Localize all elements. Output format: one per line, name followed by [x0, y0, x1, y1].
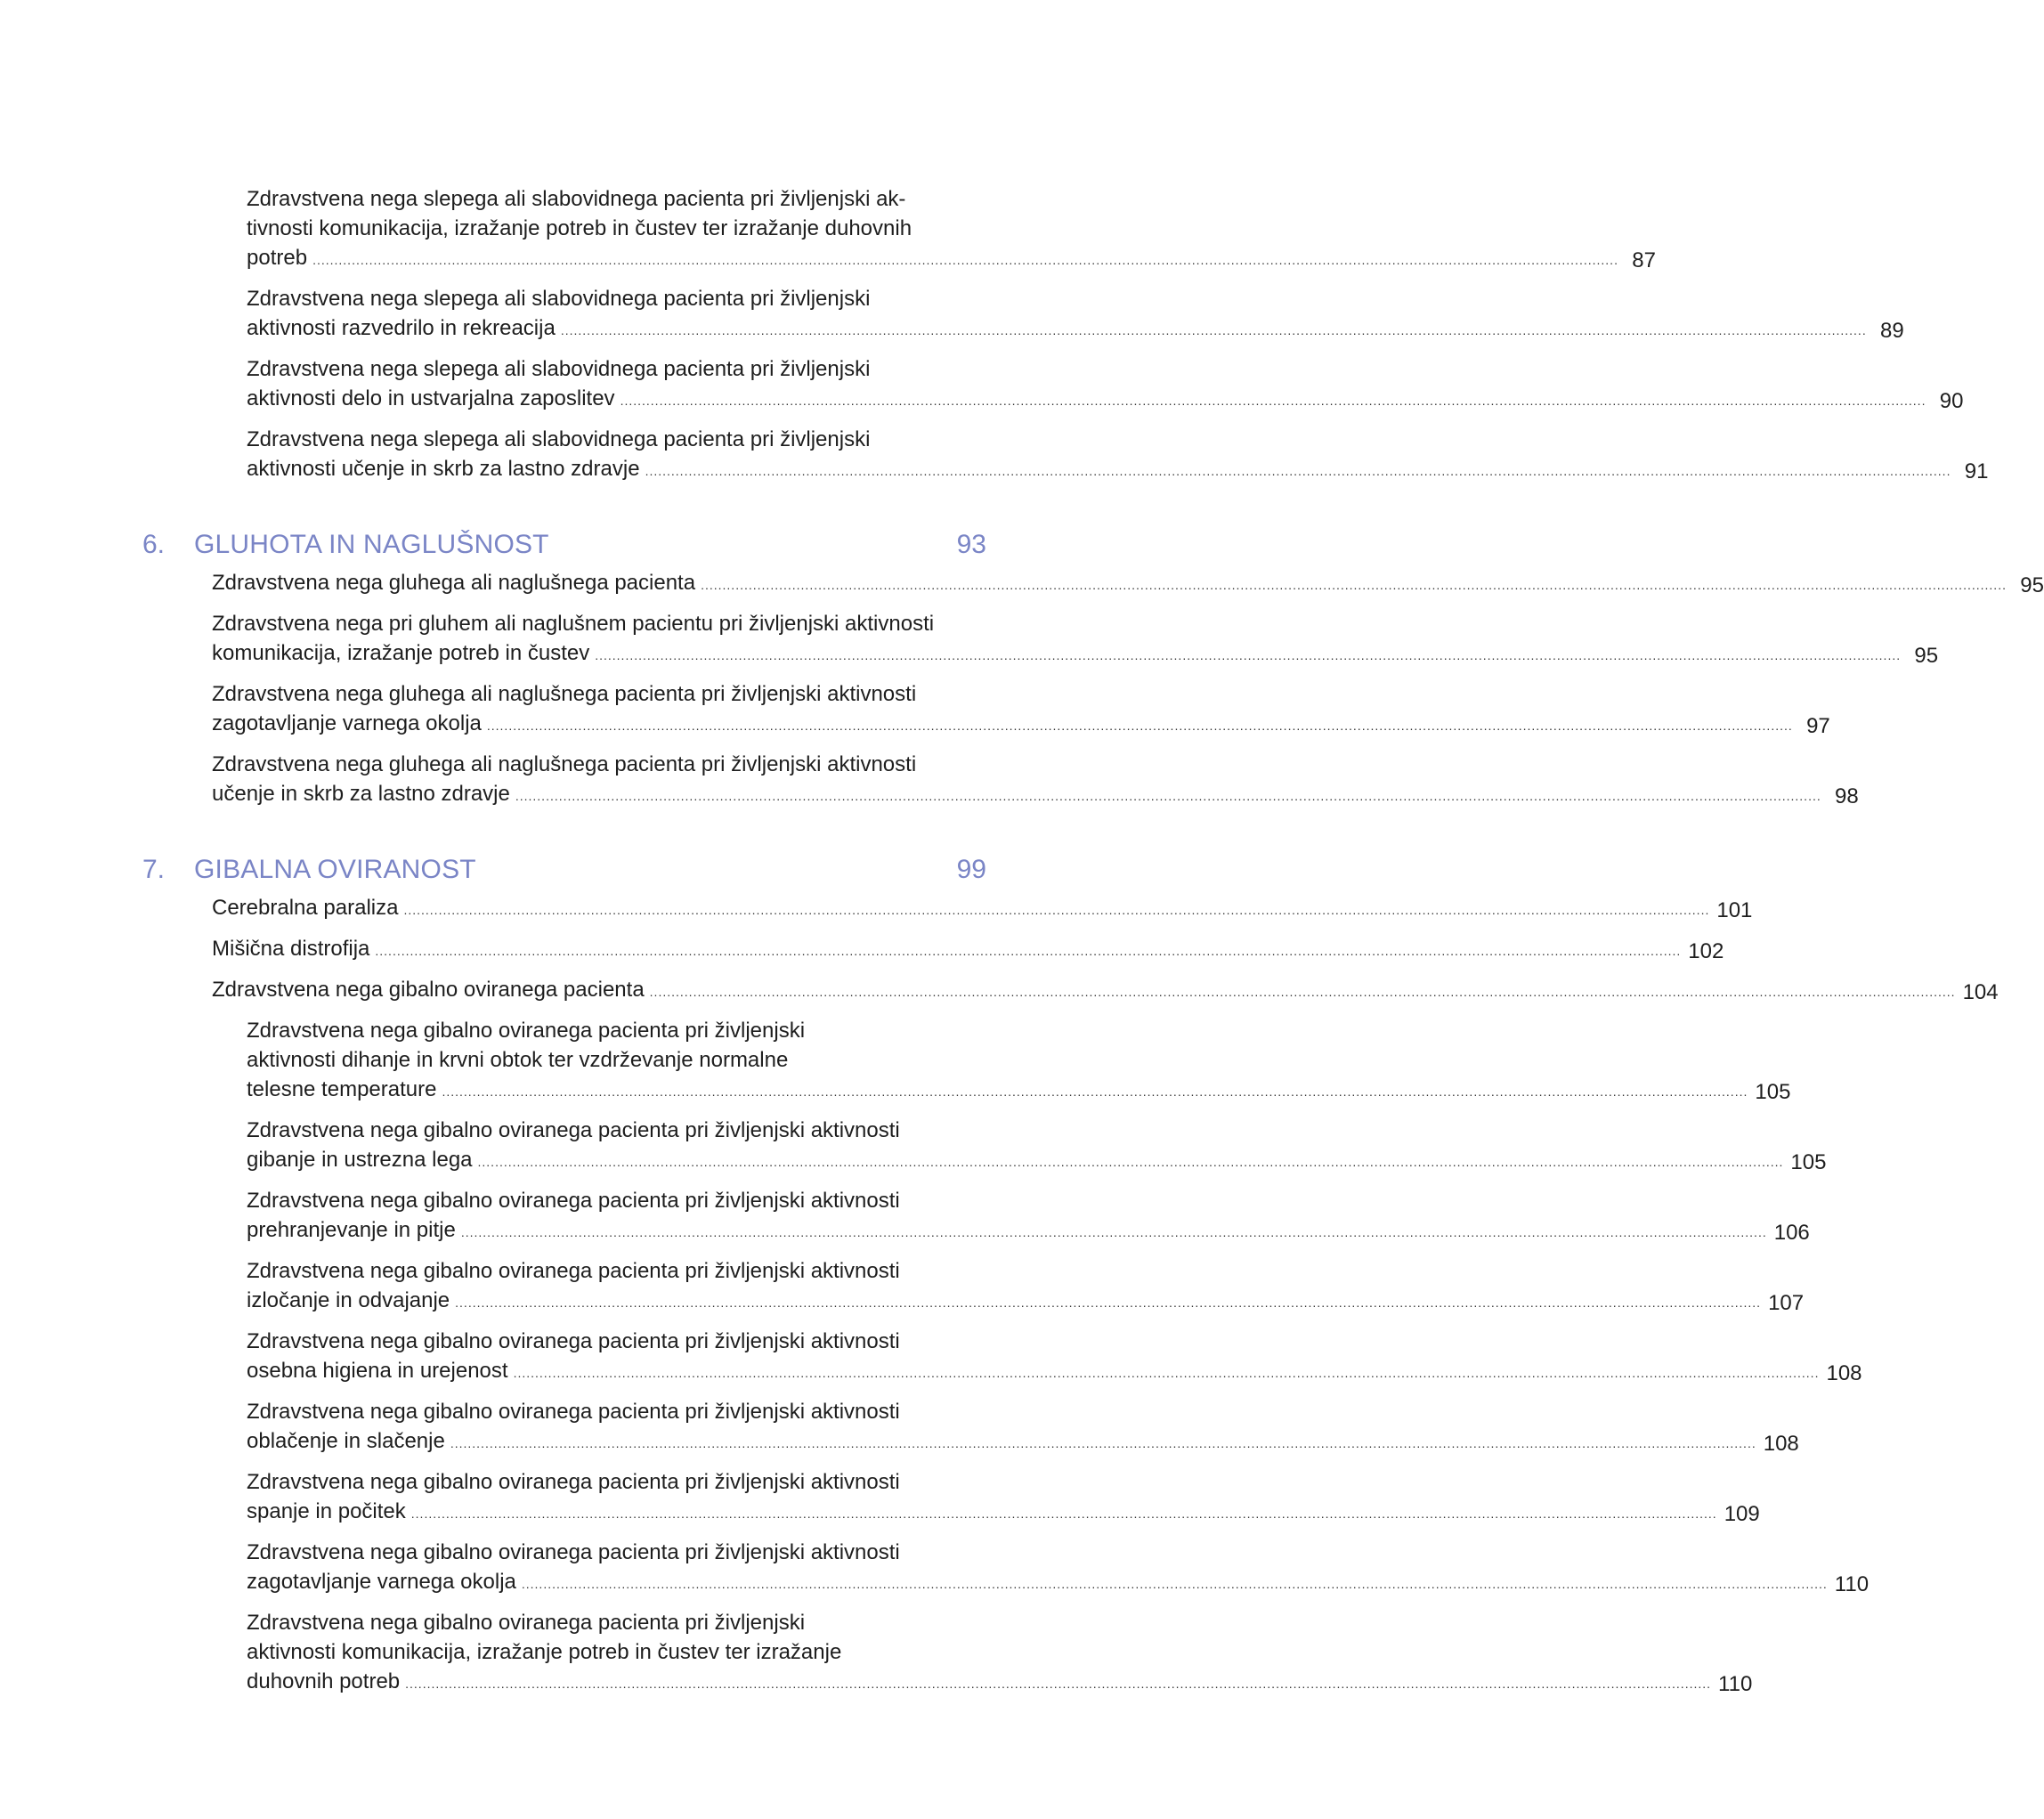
toc-entry[interactable]	[142, 184, 1656, 275]
toc-entry-line: Zdravstvena nega gibalno oviranega pacienta	[212, 978, 645, 1002]
toc-page-number: 108	[1826, 1361, 1862, 1385]
toc-entry[interactable]	[142, 354, 1964, 416]
toc-entry-text	[212, 609, 1908, 670]
toc-entry-last-line	[212, 709, 1800, 741]
toc-entry-text	[212, 750, 1829, 811]
toc-entry[interactable]	[142, 1116, 1827, 1177]
dot-leader: ............................................................................................................................................................................................................................................................................................................	[620, 394, 1926, 408]
toc-entry[interactable]	[142, 1016, 1791, 1107]
dot-leader: ............................................................................................................................................................................................................................................................................................................	[403, 903, 1710, 917]
toc-entry[interactable]	[142, 1397, 1799, 1458]
toc-entry-line: Cerebralna paraliza	[212, 896, 399, 920]
toc-entry-text	[212, 568, 2014, 600]
toc-page-number: 90	[1939, 389, 1964, 413]
toc-entry-line: aktivnosti delo in ustvarjalna zaposlitev	[247, 386, 615, 410]
toc-entry-line: Zdravstvena nega gibalno oviranega pacienta pri življenjski	[247, 1019, 806, 1043]
toc-entry-line: Zdravstvena nega slepega ali slabovidnega pacienta pri življenjski	[247, 357, 871, 381]
dot-leader: ............................................................................................................................................................................................................................................................................................................	[405, 1677, 1712, 1691]
toc-entry-text	[212, 679, 1800, 741]
toc-entry-line: prehranjevanje in pitje	[247, 1218, 456, 1242]
toc-entry[interactable]	[142, 1467, 1760, 1529]
toc-entry[interactable]	[142, 1538, 1870, 1599]
toc-page-number: 110	[1834, 1572, 1870, 1596]
toc-entry-line: Mišična distrofija	[212, 937, 370, 961]
toc-page-number: 91	[1964, 459, 1989, 483]
dot-leader: ............................................................................................................................................................................................................................................................................................................	[701, 578, 2007, 592]
toc-entry[interactable]	[142, 750, 1859, 811]
toc-entry-last-line	[247, 1075, 1755, 1107]
toc-page-number: 97	[1806, 714, 1830, 738]
toc-entry-line: gibanje in ustrezna lega	[247, 1148, 473, 1172]
toc-entry-line: Zdravstvena nega slepega ali slabovidnega pacienta pri življenjski	[247, 287, 871, 311]
table-of-contents	[142, 184, 2044, 1708]
dot-leader: ............................................................................................................................................................................................................................................................................................................	[477, 1155, 1784, 1169]
toc-entry-line: komunikacija, izražanje potreb in čustev	[212, 641, 590, 665]
toc-entry-last-line	[247, 1497, 1724, 1529]
toc-page-number: 108	[1763, 1432, 1799, 1456]
toc-entry-line: Zdravstvena nega gibalno oviranega pacienta pri življenjski aktivnosti	[247, 1400, 900, 1424]
toc-entry[interactable]	[142, 284, 1904, 345]
toc-entry[interactable]	[142, 893, 1753, 925]
toc-entry-line: Zdravstvena nega gibalno oviranega pacienta pri življenjski aktivnosti	[247, 1540, 900, 1564]
toc-page-number: 106	[1773, 1221, 1810, 1245]
toc-entry-last-line	[247, 454, 1958, 486]
chapter-page-number: 93	[956, 530, 986, 559]
chapter-number: 6.	[142, 530, 166, 559]
toc-entry-line: aktivnosti učenje in skrb za lastno zdravje	[247, 457, 640, 481]
toc-entry-last-line	[247, 1667, 1718, 1699]
toc-entry-line: Zdravstvena nega gluhega ali naglušnega pacienta	[212, 571, 696, 595]
dot-leader: ............................................................................................................................................................................................................................................................................................................	[513, 1366, 1820, 1380]
toc-entry-last-line	[247, 1356, 1826, 1388]
toc-entry-line: Zdravstvena nega slepega ali slabovidnega pacienta pri življenjski ak-	[247, 187, 906, 211]
chapter-number: 7.	[142, 855, 166, 884]
toc-entry-line: učenje in skrb za lastno zdravje	[212, 782, 510, 806]
toc-entry-last-line	[212, 779, 1829, 811]
toc-entry-line: aktivnosti komunikacija, izražanje potreb in čustev ter izražanje	[247, 1640, 842, 1664]
dot-leader: ............................................................................................................................................................................................................................................................................................................	[410, 1506, 1717, 1521]
toc-entry-last-line	[212, 638, 1908, 670]
toc-entry-line: Zdravstvena nega gibalno oviranega pacienta pri življenjski aktivnosti	[247, 1118, 900, 1142]
toc-entry-text	[247, 425, 1958, 486]
toc-entry-line: Zdravstvena nega gibalno oviranega pacienta pri življenjski aktivnosti	[247, 1329, 900, 1353]
toc-entry-line: potreb	[247, 246, 308, 270]
toc-entry-last-line	[212, 568, 2014, 600]
toc-entry-line: zagotavljanje varnega okolja	[212, 711, 482, 735]
dot-leader: ............................................................................................................................................................................................................................................................................................................	[460, 1225, 1767, 1239]
toc-entry-line: duhovnih potreb	[247, 1669, 401, 1693]
toc-page-number: 105	[1755, 1080, 1791, 1104]
toc-entry-line: aktivnosti razvedrilo in rekreacija	[247, 316, 556, 340]
toc-entry-last-line	[247, 243, 1626, 275]
toc-entry-line: Zdravstvena nega gibalno oviranega pacienta pri življenjski aktivnosti	[247, 1470, 900, 1494]
toc-entry-text	[212, 893, 1716, 925]
toc-page-number: 95	[2020, 573, 2044, 597]
toc-entry-text	[247, 284, 1874, 345]
toc-entry[interactable]	[142, 425, 1989, 486]
toc-entry-line: Zdravstvena nega gibalno oviranega pacienta pri življenjski	[247, 1611, 806, 1635]
toc-entry-text	[247, 1538, 1835, 1599]
toc-entry[interactable]	[142, 568, 2044, 600]
toc-entry-line: Zdravstvena nega gibalno oviranega pacienta pri življenjski aktivnosti	[247, 1189, 900, 1213]
toc-page-number: 98	[1835, 784, 1859, 808]
toc-page-number: 101	[1716, 898, 1753, 922]
chapter-title: GLUHOTA IN NAGLUŠNOST	[194, 530, 549, 559]
dot-leader: ............................................................................................................................................................................................................................................................................................................	[375, 944, 1682, 958]
toc-entry-text	[247, 1397, 1764, 1458]
toc-entry-last-line	[247, 1145, 1790, 1177]
chapter-heading[interactable]	[142, 852, 986, 888]
toc-page-number: 109	[1724, 1502, 1760, 1526]
chapter-page-number: 99	[956, 855, 986, 884]
dot-leader: ............................................................................................................................................................................................................................................................................................................	[645, 464, 1951, 478]
chapter-heading[interactable]	[142, 527, 986, 563]
dot-leader: ............................................................................................................................................................................................................................................................................................................	[312, 253, 1618, 267]
toc-entry-last-line	[247, 313, 1874, 345]
toc-entry-text	[247, 1186, 1774, 1247]
toc-page-number: 104	[1962, 980, 1999, 1004]
dot-leader: ............................................................................................................................................................................................................................................................................................................	[595, 648, 1902, 662]
toc-entry-line: aktivnosti dihanje in krvni obtok ter vzdrževanje normalne	[247, 1048, 789, 1072]
toc-page-number: 105	[1790, 1150, 1827, 1174]
toc-page-number: 89	[1880, 319, 1904, 343]
toc-entry[interactable]	[142, 1608, 1753, 1699]
toc-entry-text	[247, 1327, 1826, 1388]
toc-entry-text	[247, 1608, 1718, 1699]
toc-entry-line: oblačenje in slačenje	[247, 1429, 445, 1453]
toc-entry-line: Zdravstvena nega gluhega ali naglušnega pacienta pri življenjski aktivnosti	[212, 752, 917, 776]
toc-entry-text	[247, 1016, 1755, 1107]
toc-entry-text	[212, 975, 1963, 1007]
toc-entry-text	[212, 934, 1688, 966]
dot-leader: ............................................................................................................................................................................................................................................................................................................	[515, 789, 1821, 803]
toc-entry[interactable]	[142, 1186, 1810, 1247]
dot-leader: ............................................................................................................................................................................................................................................................................................................	[560, 323, 1867, 337]
toc-page-number: 102	[1688, 939, 1724, 963]
toc-entry-last-line	[247, 1567, 1835, 1599]
dot-leader: ............................................................................................................................................................................................................................................................................................................	[486, 719, 1793, 733]
chapter-title: GIBALNA OVIRANOST	[194, 855, 476, 884]
dot-leader: ............................................................................................................................................................................................................................................................................................................	[521, 1577, 1828, 1591]
toc-entry-line: Zdravstvena nega gibalno oviranega pacienta pri življenjski aktivnosti	[247, 1259, 900, 1283]
toc-entry-text	[247, 1116, 1790, 1177]
toc-entry[interactable]	[142, 1327, 1862, 1388]
toc-entry-text	[247, 354, 1933, 416]
toc-entry-last-line	[247, 1426, 1764, 1458]
toc-entry-line: osebna higiena in urejenost	[247, 1359, 508, 1383]
toc-entry[interactable]	[142, 1256, 1805, 1318]
toc-entry-last-line	[212, 893, 1716, 925]
toc-entry-line: zagotavljanje varnega okolja	[247, 1570, 516, 1594]
toc-entry-line: Zdravstvena nega pri gluhem ali naglušnem pacientu pri življenjski aktivnosti	[212, 612, 935, 636]
dot-leader: ............................................................................................................................................................................................................................................................................................................	[455, 1295, 1762, 1310]
dot-leader: ............................................................................................................................................................................................................................................................................................................	[649, 985, 1956, 999]
toc-entry-line: Zdravstvena nega slepega ali slabovidnega pacienta pri življenjski	[247, 427, 871, 451]
toc-entry-last-line	[212, 975, 1963, 1007]
toc-entry-last-line	[212, 934, 1688, 966]
toc-page-number: 107	[1768, 1291, 1805, 1315]
dot-leader: ............................................................................................................................................................................................................................................................................................................	[442, 1084, 1748, 1099]
toc-entry-text	[247, 1256, 1768, 1318]
toc-entry[interactable]	[142, 609, 1939, 670]
toc-entry-text	[247, 184, 1626, 275]
toc-entry[interactable]	[142, 975, 1999, 1007]
toc-entry-line: telesne temperature	[247, 1077, 437, 1101]
toc-entry-text	[247, 1467, 1724, 1529]
toc-entry[interactable]	[142, 934, 1724, 966]
toc-entry-last-line	[247, 384, 1933, 416]
toc-page-number: 110	[1718, 1672, 1753, 1696]
toc-entry-line: izločanje in odvajanje	[247, 1288, 450, 1312]
toc-entry-last-line	[247, 1286, 1768, 1318]
toc-entry-line: spanje in počitek	[247, 1499, 406, 1523]
dot-leader: ............................................................................................................................................................................................................................................................................................................	[450, 1436, 1756, 1450]
toc-entry-line: tivnosti komunikacija, izražanje potreb in čustev ter izražanje duhovnih	[247, 216, 912, 240]
toc-page-number: 87	[1632, 248, 1656, 272]
toc-entry-last-line	[247, 1215, 1774, 1247]
toc-entry[interactable]	[142, 679, 1830, 741]
toc-page-number: 95	[1914, 644, 1939, 668]
toc-entry-line: Zdravstvena nega gluhega ali naglušnega pacienta pri življenjski aktivnosti	[212, 682, 917, 706]
